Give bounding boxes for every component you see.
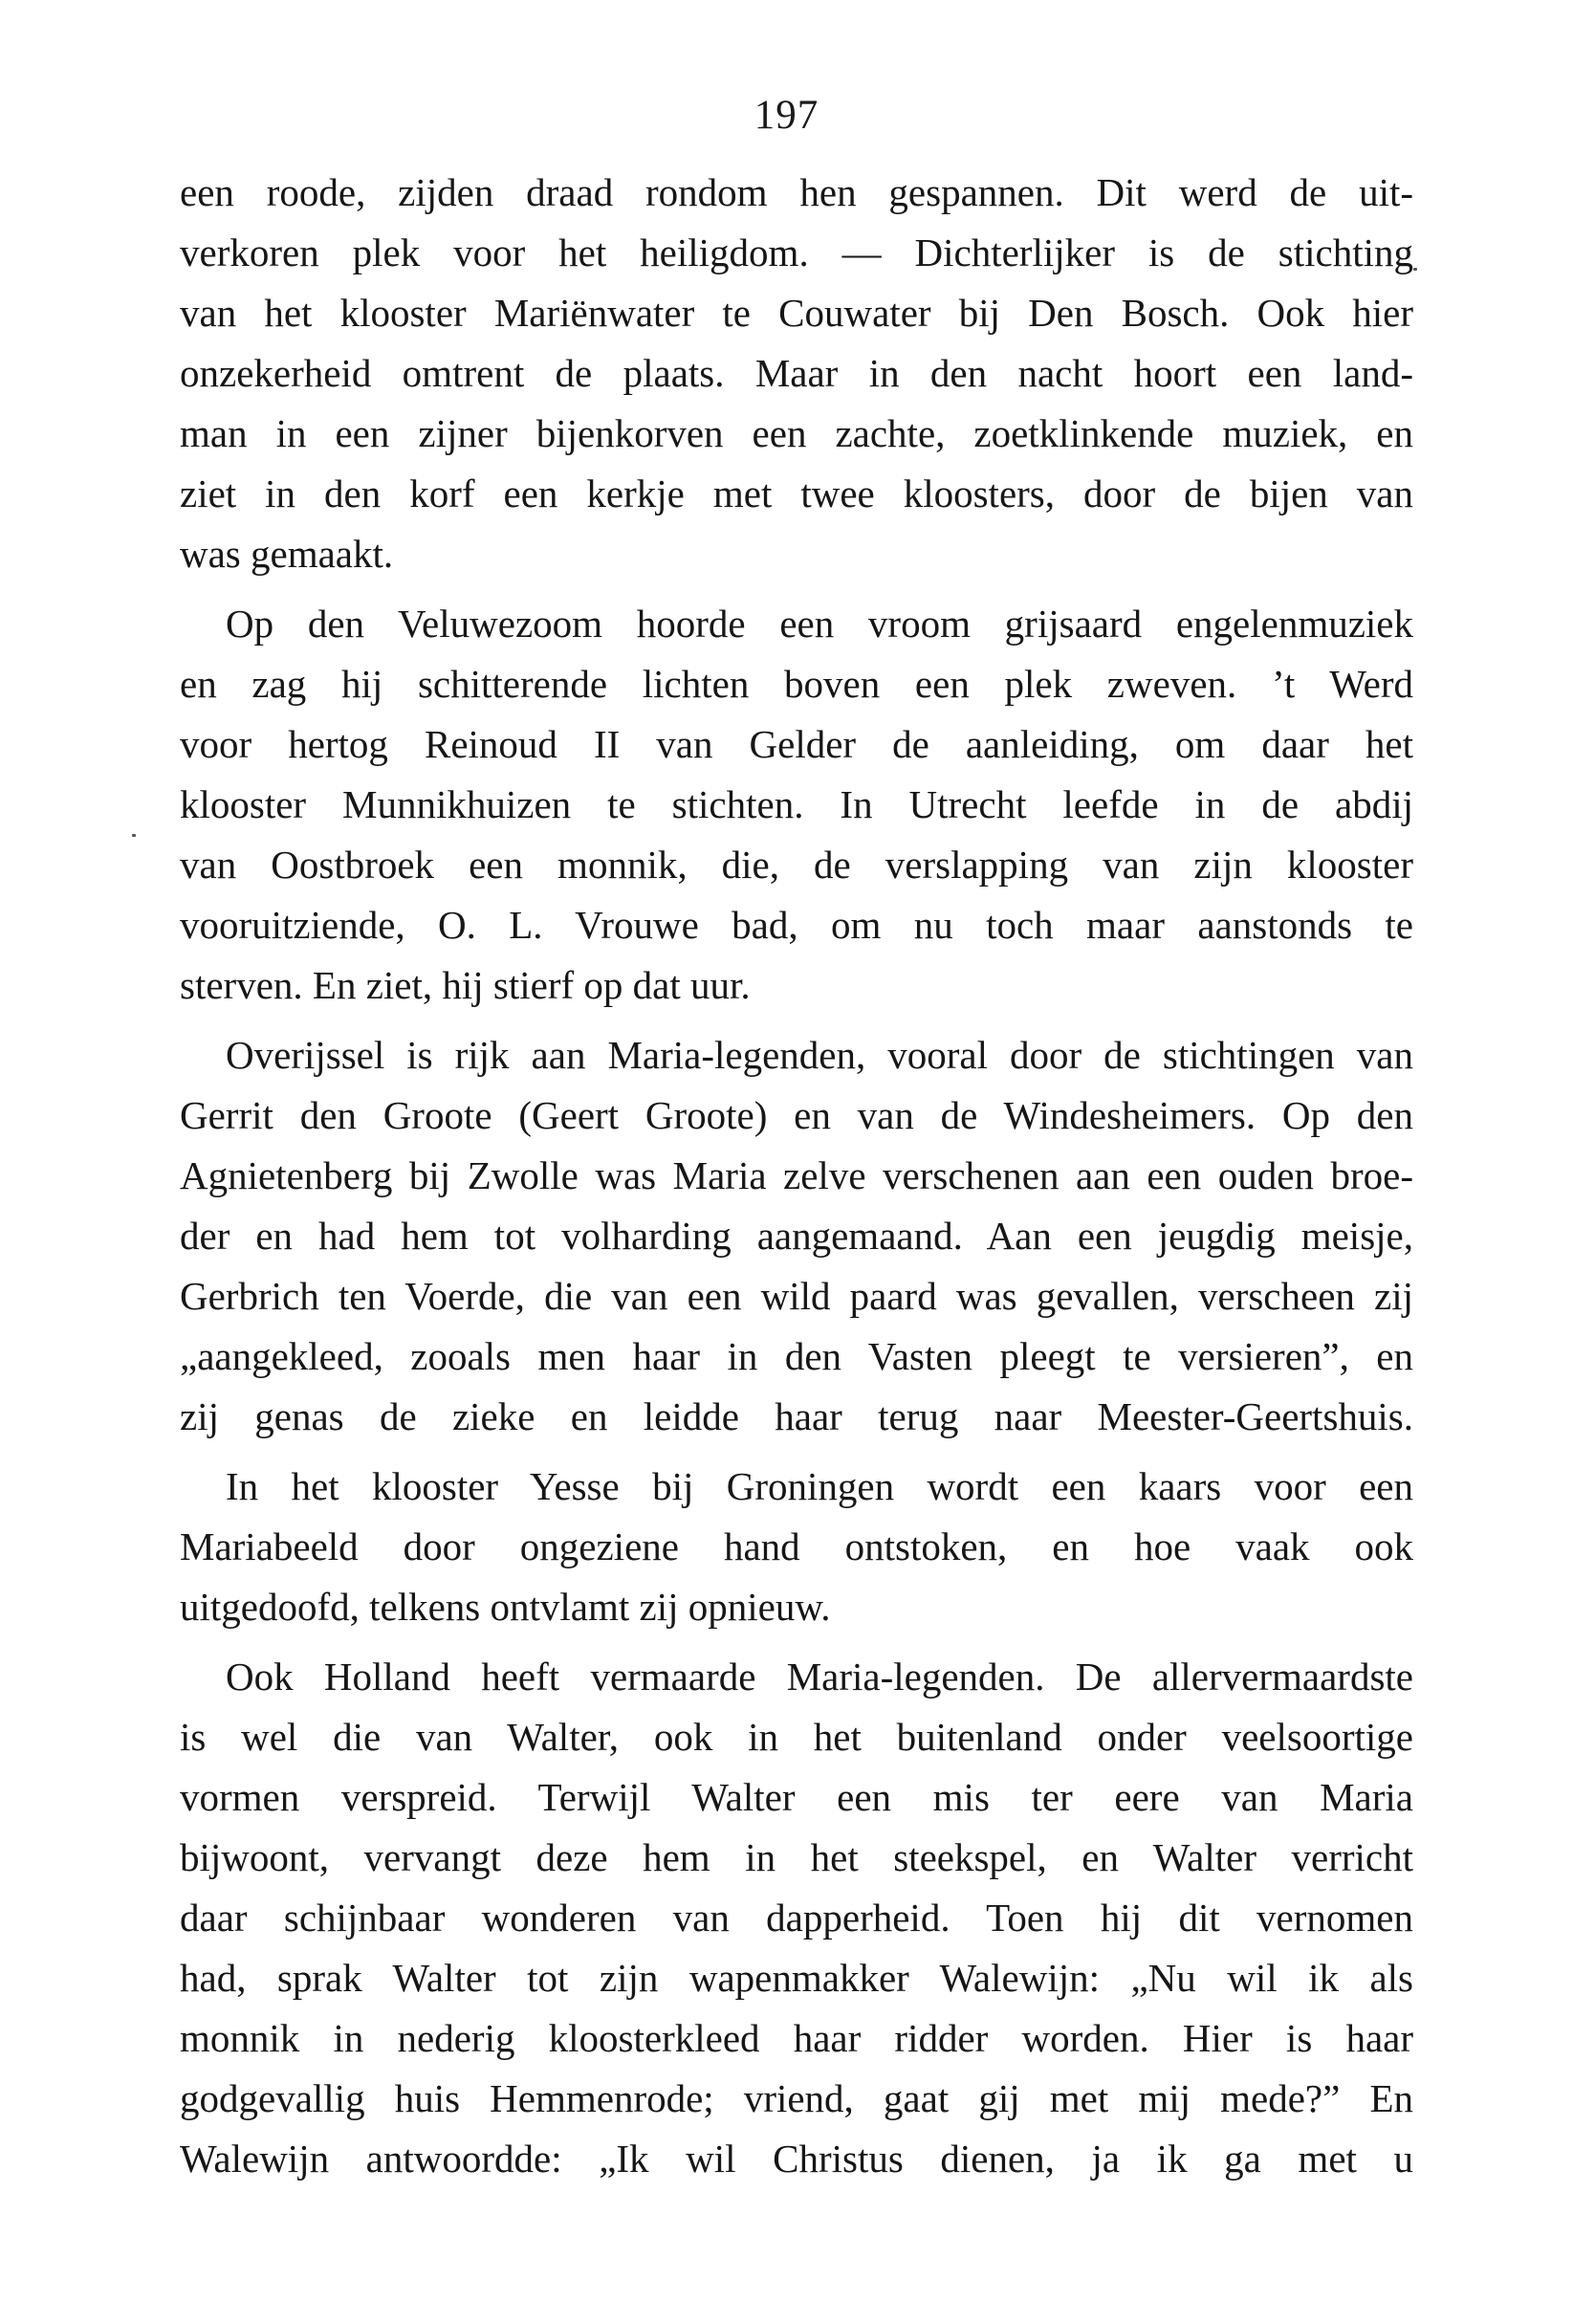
text-line: Ook Holland heeft vermaarde Maria-legenden. De allervermaardste	[226, 1655, 1413, 1699]
scan-speck	[1413, 268, 1417, 271]
text-line: Walewijn antwoordde: „Ik wil Christus dienen, ja ik ga met u	[180, 2137, 1413, 2181]
text-line: van het klooster Mariënwater te Couwater bij Den Bosch. Ook hier	[180, 291, 1413, 335]
text-line: der en had hem tot volharding aangemaand. Aan een jeugdig meisje,	[180, 1214, 1413, 1258]
paragraph	[180, 163, 1413, 584]
text-line: uitgedoofd, telkens ontvlamt zij opnieuw.	[180, 1585, 831, 1629]
text-line: monnik in nederig kloosterkleed haar ridder worden. Hier is haar	[180, 2016, 1413, 2060]
text-line: bijwoont, vervangt deze hem in het steekspel, en Walter verricht	[180, 1835, 1413, 1879]
text-line: ziet in den korf een kerkje met twee kloosters, door de bijen van	[180, 471, 1413, 515]
text-line: was gemaakt.	[180, 532, 394, 576]
text-line: vormen verspreid. Terwijl Walter een mis ter eere van Maria	[180, 1775, 1413, 1819]
text-line: sterven. En ziet, hij stierf op dat uur.	[180, 963, 751, 1007]
body-text	[180, 163, 1413, 2189]
text-line: In het klooster Yesse bij Groningen wordt een kaars voor een	[226, 1464, 1413, 1508]
text-line: verkoren plek voor het heiligdom. — Dichterlijker is de stichting	[180, 230, 1413, 274]
text-line: onzekerheid omtrent de plaats. Maar in den nacht hoort een land-	[180, 351, 1413, 395]
text-line: vooruitziende, O. L. Vrouwe bad, om nu toch maar aanstonds te	[180, 903, 1413, 947]
text-line: Op den Veluwezoom hoorde een vroom grijsaard engelenmuziek	[226, 602, 1413, 646]
paragraph	[180, 1457, 1413, 1637]
text-line: en zag hij schitterende lichten boven een plek zweven. ’t Werd	[180, 662, 1413, 706]
text-line: had, sprak Walter tot zijn wapenmakker Walewijn: „Nu wil ik als	[180, 1956, 1413, 2000]
text-line: Gerbrich ten Voerde, die van een wild paard was gevallen, verscheen zij	[180, 1274, 1413, 1318]
text-line: daar schijnbaar wonderen van dapperheid. Toen hij dit vernomen	[180, 1896, 1413, 1940]
text-line: zij genas de zieke en leidde haar terug naar Meester-Geertshuis.	[180, 1394, 1413, 1438]
paragraph	[180, 1647, 1413, 2189]
text-line: een roode, zijden draad rondom hen gespannen. Dit werd de uit-	[180, 170, 1413, 214]
text-line: Overijssel is rijk aan Maria-legenden, vooral door de stichtingen van	[226, 1033, 1413, 1077]
page-number: 197	[754, 93, 819, 138]
scan-speck	[132, 834, 136, 837]
text-line: godgevallig huis Hemmenrode; vriend, gaat gij met mij mede?” En	[180, 2076, 1413, 2120]
text-line: Agnietenberg bij Zwolle was Maria zelve verschenen aan een ouden broe-	[180, 1153, 1413, 1197]
text-line: van Oostbroek een monnik, die, de verslapping van zijn klooster	[180, 843, 1413, 887]
text-line: is wel die van Walter, ook in het buitenland onder veelsoortige	[180, 1715, 1413, 1759]
text-line: „aangekleed, zooals men haar in den Vasten pleegt te versieren”, en	[180, 1334, 1413, 1378]
paragraph	[180, 594, 1413, 1016]
text-line: voor hertog Reinoud II van Gelder de aanleiding, om daar het	[180, 722, 1413, 766]
text-line: Mariabeeld door ongeziene hand ontstoken, en hoe vaak ook	[180, 1524, 1413, 1568]
text-line: klooster Munnikhuizen te stichten. In Utrecht leefde in de abdij	[180, 782, 1413, 826]
paragraph	[180, 1025, 1413, 1447]
text-line: Gerrit den Groote (Geert Groote) en van de Windesheimers. Op den	[180, 1093, 1413, 1137]
text-line: man in een zijner bijenkorven een zachte, zoetklinkende muziek, en	[180, 411, 1413, 455]
